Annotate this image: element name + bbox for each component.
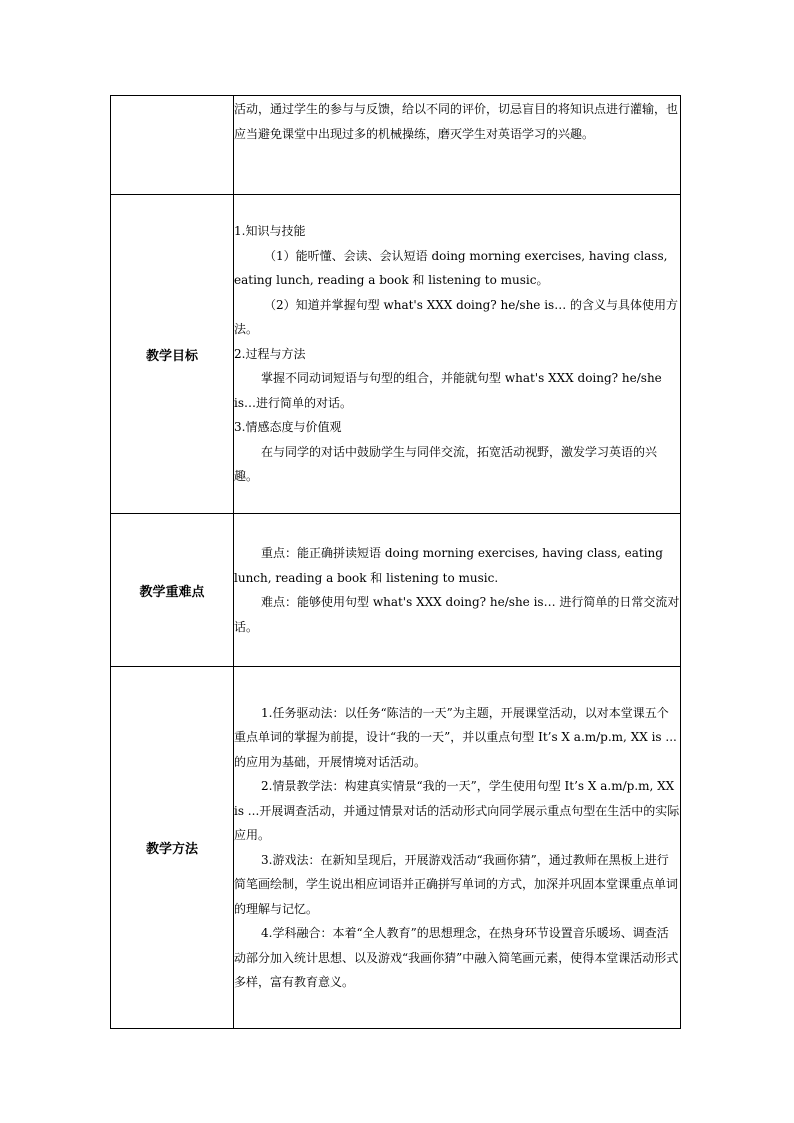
paragraph: 重点：能正确拼读短语 doing morning exercises, having class, eating lunch, reading a book 和 listening to music. [234,546,663,585]
paragraph: 1.知识与技能 [234,224,306,239]
row-content-key-points [234,514,681,667]
paragraph: 1.任务驱动法：以任务“陈洁的一天”为主题，开展课堂活动，以对本堂课五个重点单词的掌握为前提，设计“我的一天”，并以重点句型 It’s X a.m/p.m, XX is ...的应用为基础，开展情境对话活动。 [234,705,677,769]
lesson-plan-table [110,95,681,1029]
paragraph: （2）知道并掌握句型 what's XXX doing? he/she is… 的含义与具体使用方法。 [234,297,679,337]
row-label-teaching-methods: 教学方法 [111,667,234,1029]
paragraph: 掌握不同动词短语与句型的组合，并能就句型 what's XXX doing? he/she is…进行简单的对话。 [234,371,662,410]
table-row [111,195,681,514]
row-content-continued [234,96,681,195]
table-row [111,514,681,667]
table-row [111,667,681,1029]
paragraph: 难点：能够使用句型 what's XXX doing? he/she is… 进行简单的日常交流对话。 [234,595,680,634]
row-label-key-points: 教学重难点 [111,514,234,667]
paragraph: 活动，通过学生的参与与反馈，给以不同的评价，切忌盲目的将知识点进行灌输，也应当避免课堂中出现过多的机械操练，磨灭学生对英语学习的兴趣。 [234,102,679,141]
paragraph: 在与同学的对话中鼓励学生与同伴交流，拓宽活动视野，激发学习英语的兴趣。 [234,444,658,484]
paragraph: 3.情感态度与价值观 [234,420,342,435]
paragraph: 2.过程与方法 [234,346,306,361]
row-label-empty [111,96,234,195]
table-row [111,96,681,195]
paragraph: 2.情景教学法：构建真实情景“我的一天”，学生使用句型 It’s X a.m/p.m, XX is ...开展调查活动，并通过情景对话的活动形式向同学展示重点句型在生活中的实际应用。 [234,779,680,842]
row-label-teaching-objectives: 教学目标 [111,195,234,514]
paragraph: 4.学科融合：本着“全人教育”的思想理念，在热身环节设置音乐暖场、调查活动部分加入统计思想、以及游戏“我画你猜”中融入简笔画元素，使得本堂课活动形式多样，富有教育意义。 [234,926,679,989]
row-content-teaching-objectives [234,195,681,514]
paragraph: （1）能听懂、会读、会认短语 doing morning exercises, having class, eating lunch, reading a book 和 listening to music。 [234,248,668,288]
paragraph: 3.游戏法：在新知呈现后，开展游戏活动“我画你猜”，通过教师在黑板上进行简笔画绘制，学生说出相应词语并正确拼写单词的方式，加深并巩固本堂课重点单词的理解与记忆。 [234,852,679,916]
row-content-teaching-methods [234,667,681,1029]
